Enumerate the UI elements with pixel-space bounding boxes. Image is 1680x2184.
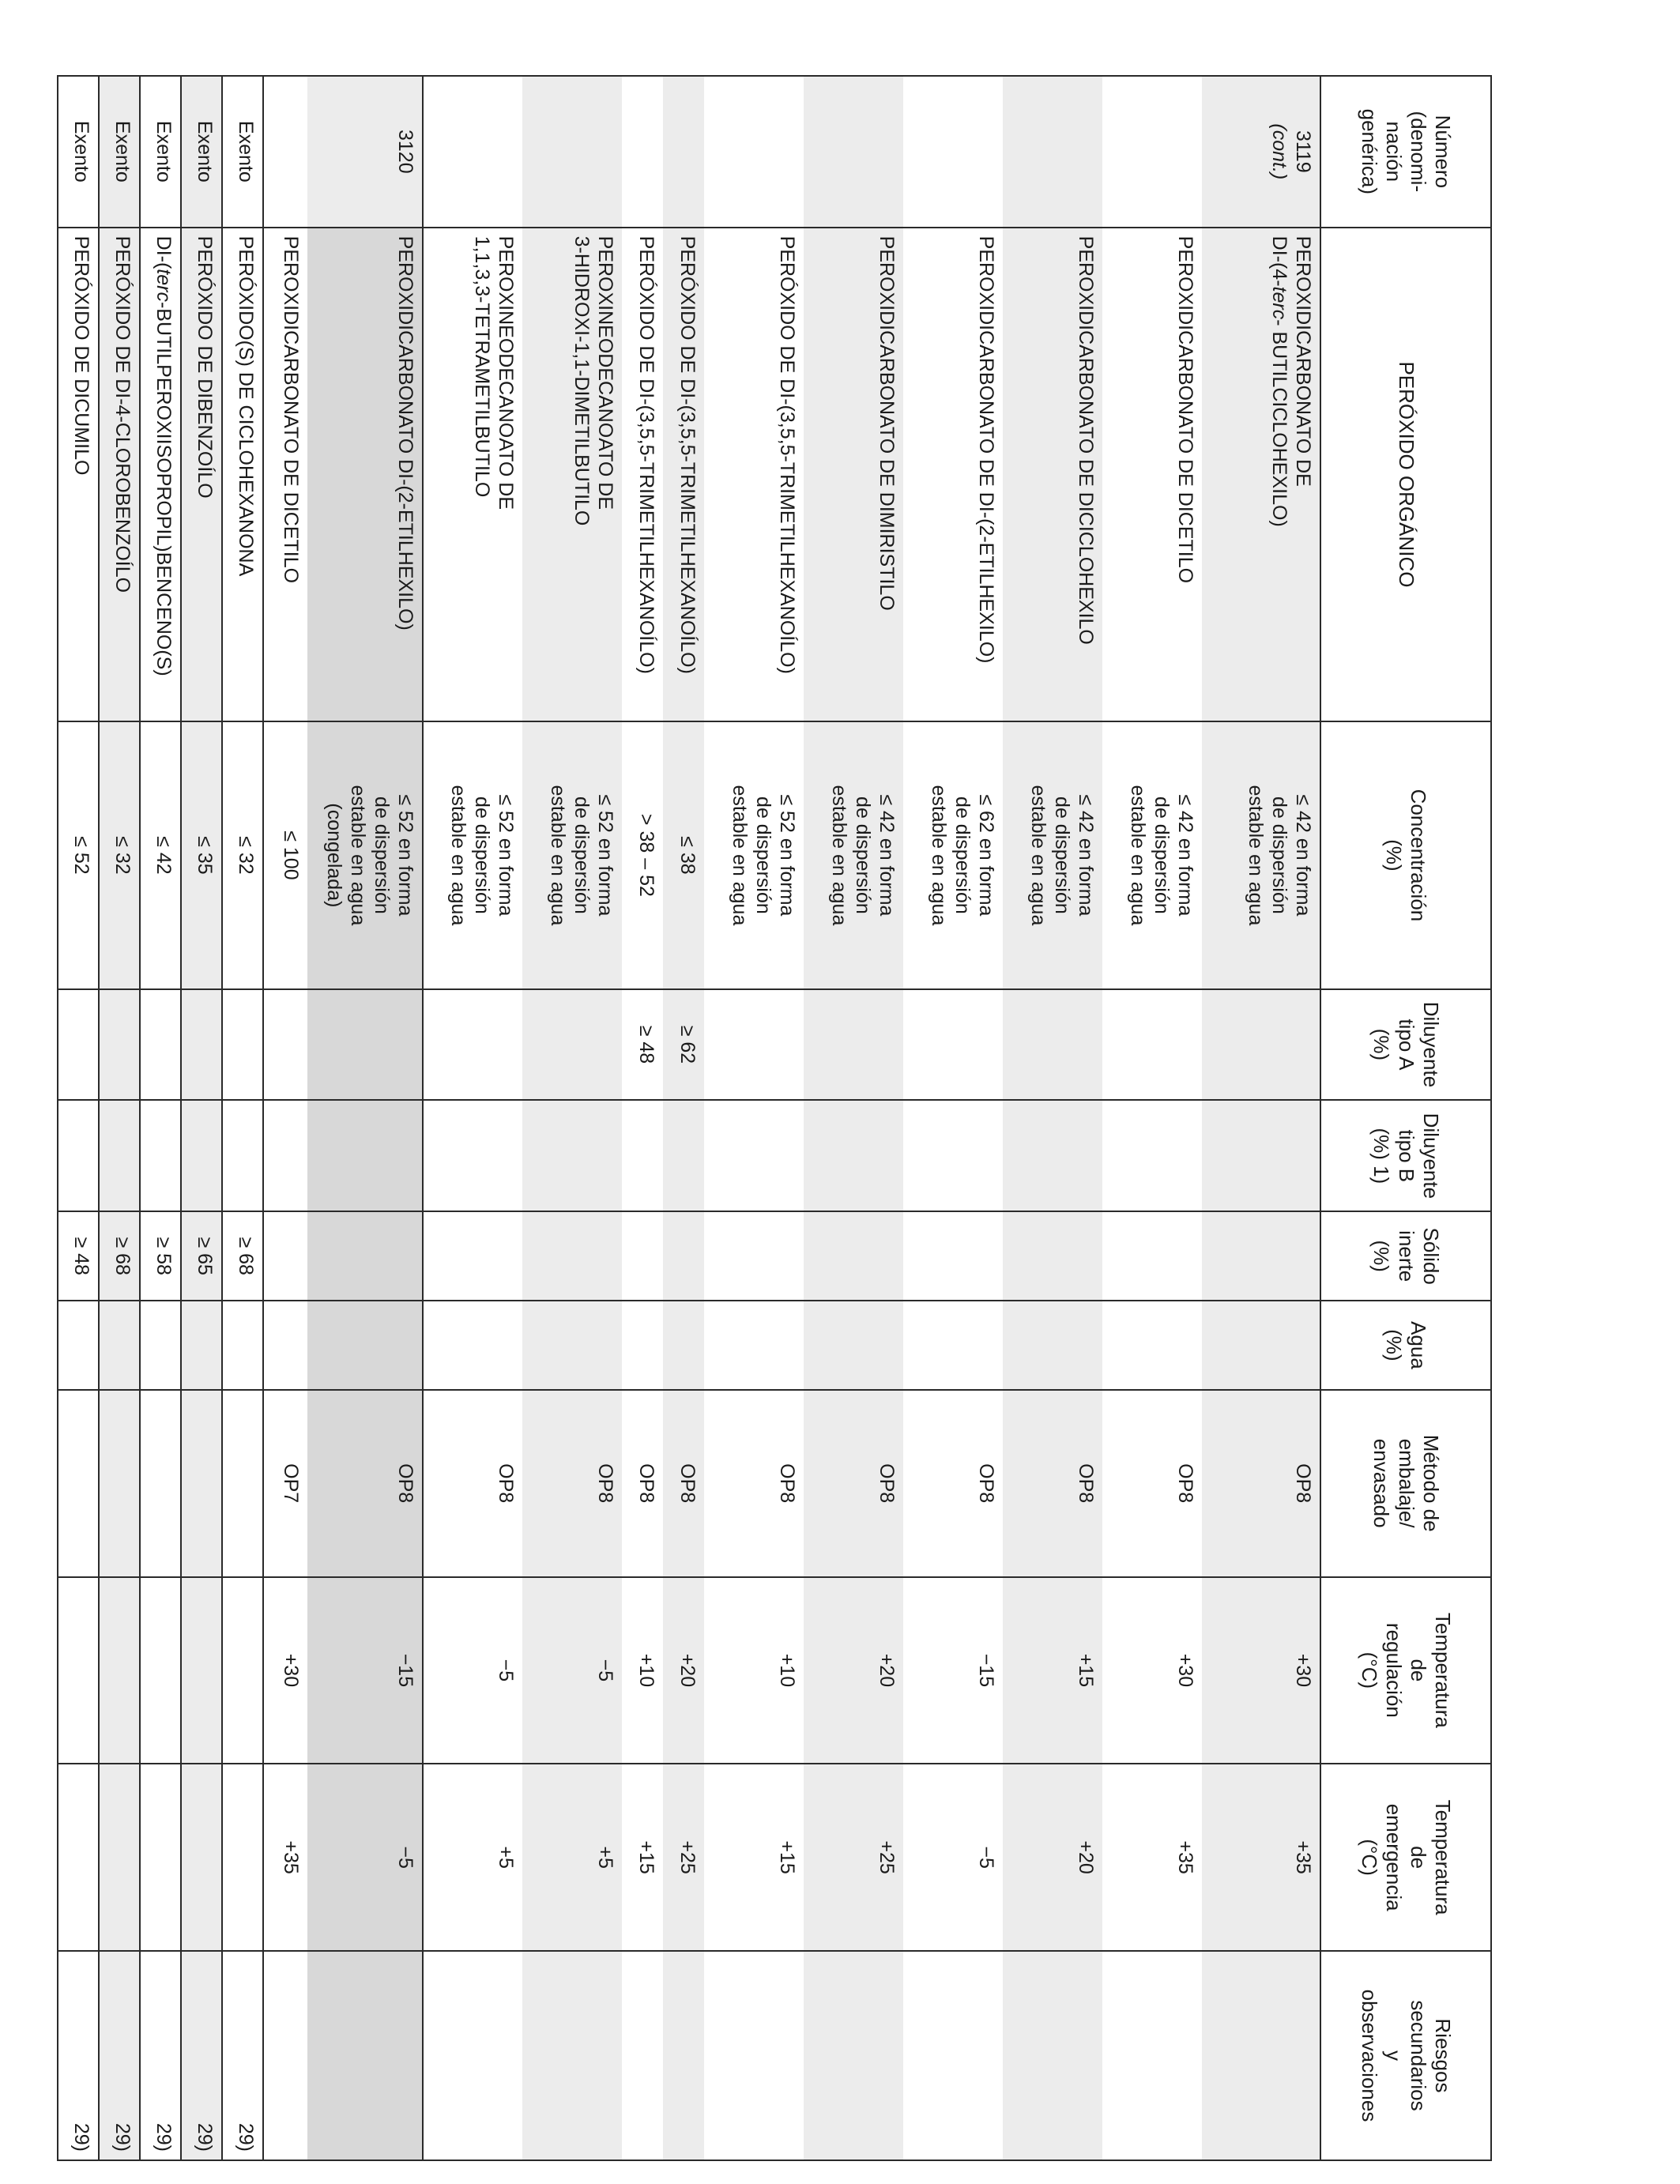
diluyente-a-cell	[903, 989, 1003, 1101]
diluyente-b-cell	[423, 1100, 522, 1211]
solido-cell: ≥ 58	[140, 1211, 181, 1301]
t-regulacion-cell: −15	[307, 1577, 423, 1764]
metodo-cell: OP8	[1003, 1390, 1102, 1577]
t-emergencia-cell	[181, 1764, 222, 1951]
t-regulacion-cell: +30	[1102, 1577, 1202, 1764]
diluyente-b-cell	[1102, 1100, 1202, 1211]
table-row	[181, 76, 222, 2160]
diluyente-a-cell	[181, 989, 222, 1101]
peroxido-cell: PERÓXIDO DE DI-4-CLOROBENZOÍLO	[99, 228, 140, 722]
agua-cell	[903, 1301, 1003, 1390]
numero-cell	[1003, 76, 1102, 228]
table-row	[663, 76, 704, 2160]
solido-cell	[1202, 1211, 1320, 1301]
metodo-cell: OP8	[307, 1390, 423, 1577]
riesgos-cell	[663, 1951, 704, 2160]
peroxido-cell: PERÓXIDO DE DI-(3,5,5-TRIMETILHEXANOÍLO)	[663, 228, 704, 722]
numero-cell	[1202, 76, 1320, 228]
riesgos-cell	[804, 1951, 903, 2160]
concentracion-cell: ≤ 52 en forma de dispersión estable en agua	[423, 721, 522, 988]
peroxido-cell: PERÓXIDO DE DICUMILO	[58, 228, 99, 722]
t-regulacion-cell	[140, 1577, 181, 1764]
numero-value: Exento	[235, 120, 257, 183]
concentracion-cell: ≤ 52 en forma de dispersión estable en agua	[522, 721, 622, 988]
riesgos-cell	[307, 1951, 423, 2160]
header-solido: Sólido inerte (%)	[1320, 1211, 1491, 1301]
table-row	[1003, 76, 1102, 2160]
numero-cell	[263, 76, 307, 228]
diluyente-b-cell	[181, 1100, 222, 1211]
header-riesgos: Riesgos secundarios y observaciones	[1320, 1951, 1491, 2160]
diluyente-a-cell	[1003, 989, 1102, 1101]
metodo-cell: OP8	[622, 1390, 663, 1577]
t-regulacion-cell: +20	[804, 1577, 903, 1764]
t-emergencia-cell: +5	[522, 1764, 622, 1951]
agua-cell	[704, 1301, 804, 1390]
t-emergencia-cell: −5	[903, 1764, 1003, 1951]
diluyente-b-cell	[663, 1100, 704, 1211]
solido-cell: ≥ 68	[99, 1211, 140, 1301]
agua-cell	[804, 1301, 903, 1390]
peroxido-cell: PERÓXIDO DE DI-(3,5,5-TRIMETILHEXANOÍLO)	[622, 228, 663, 722]
peroxido-cell: PEROXINEODECANOATO DE 3-HIDROXI-1,1-DIMETILBUTILO	[522, 228, 622, 722]
t-emergencia-cell: +15	[704, 1764, 804, 1951]
diluyente-b-cell	[99, 1100, 140, 1211]
riesgos-cell	[1202, 1951, 1320, 2160]
concentracion-cell: ≤ 32	[99, 721, 140, 988]
t-regulacion-cell: −15	[903, 1577, 1003, 1764]
numero-value: Exento	[153, 120, 175, 183]
t-regulacion-cell: +10	[622, 1577, 663, 1764]
diluyente-a-cell	[804, 989, 903, 1101]
diluyente-b-cell	[263, 1100, 307, 1211]
header-t-emergencia: Temperatura de emergencia (°C)	[1320, 1764, 1491, 1951]
t-regulacion-cell: +15	[1003, 1577, 1102, 1764]
riesgos-cell	[522, 1951, 622, 2160]
concentracion-cell: ≤ 42 en forma de dispersión estable en agua	[804, 721, 903, 988]
t-regulacion-cell: −5	[522, 1577, 622, 1764]
riesgos-cell: 29)	[222, 1951, 263, 2160]
concentracion-cell: ≤ 52 en forma de dispersión estable en agua	[704, 721, 804, 988]
peroxido-cell: PERÓXIDO DE DI-(3,5,5-TRIMETILHEXANOÍLO)	[704, 228, 804, 722]
diluyente-a-cell: ≥ 62	[663, 989, 704, 1101]
numero-cell	[663, 76, 704, 228]
metodo-cell: OP8	[704, 1390, 804, 1577]
metodo-cell	[99, 1390, 140, 1577]
diluyente-a-cell	[99, 989, 140, 1101]
solido-cell	[1102, 1211, 1202, 1301]
concentracion-cell: ≤ 42 en forma de dispersión estable en agua	[1003, 721, 1102, 988]
concentracion-cell: ≤ 35	[181, 721, 222, 988]
diluyente-a-cell	[222, 989, 263, 1101]
agua-cell	[181, 1301, 222, 1390]
riesgos-cell: 29)	[140, 1951, 181, 2160]
solido-cell	[423, 1211, 522, 1301]
solido-cell	[663, 1211, 704, 1301]
concentracion-cell: ≤ 38	[663, 721, 704, 988]
solido-cell	[622, 1211, 663, 1301]
riesgos-cell: 29)	[99, 1951, 140, 2160]
numero-cell	[307, 76, 423, 228]
header-diluyente-b: Diluyente tipo B (%) 1)	[1320, 1100, 1491, 1211]
agua-cell	[140, 1301, 181, 1390]
table-row	[58, 76, 99, 2160]
agua-cell	[263, 1301, 307, 1390]
solido-cell	[1003, 1211, 1102, 1301]
t-emergencia-cell: +25	[663, 1764, 704, 1951]
metodo-cell	[181, 1390, 222, 1577]
agua-cell	[222, 1301, 263, 1390]
peroxido-cell: PEROXIDICARBONATO DE DICETILO	[263, 228, 307, 722]
concentracion-cell: ≤ 42 en forma de dispersión estable en agua	[1102, 721, 1202, 988]
t-regulacion-cell	[58, 1577, 99, 1764]
header-t-regulacion: Temperatura de regulación (°C)	[1320, 1577, 1491, 1764]
numero-cell	[1102, 76, 1202, 228]
agua-cell	[423, 1301, 522, 1390]
numero-cell	[622, 76, 663, 228]
numero-cell	[903, 76, 1003, 228]
concentracion-cell: > 38 – 52	[622, 721, 663, 988]
metodo-cell: OP8	[903, 1390, 1003, 1577]
diluyente-b-cell	[804, 1100, 903, 1211]
riesgos-cell	[1003, 1951, 1102, 2160]
riesgos-cell	[263, 1951, 307, 2160]
table-row	[1102, 76, 1202, 2160]
solido-cell: ≥ 48	[58, 1211, 99, 1301]
riesgos-cell	[704, 1951, 804, 2160]
concentracion-cell: ≤ 32	[222, 721, 263, 988]
diluyente-b-cell	[58, 1100, 99, 1211]
numero-value: Exento	[111, 120, 134, 183]
t-regulacion-cell	[222, 1577, 263, 1764]
t-emergencia-cell: +35	[263, 1764, 307, 1951]
solido-cell	[522, 1211, 622, 1301]
table-row	[140, 76, 181, 2160]
peroxido-cell: PEROXIDICARBONATO DE DIMIRISTILO	[804, 228, 903, 722]
numero-cell	[804, 76, 903, 228]
t-emergencia-cell	[58, 1764, 99, 1951]
diluyente-b-cell	[1202, 1100, 1320, 1211]
diluyente-b-cell	[307, 1100, 423, 1211]
diluyente-b-cell	[140, 1100, 181, 1211]
table-row	[222, 76, 263, 2160]
table-row	[263, 76, 307, 2160]
concentracion-cell: ≤ 62 en forma de dispersión estable en agua	[903, 721, 1003, 988]
t-emergencia-cell: +5	[423, 1764, 522, 1951]
metodo-cell: OP8	[423, 1390, 522, 1577]
numero-cell	[423, 76, 522, 228]
diluyente-a-cell: ≥ 48	[622, 989, 663, 1101]
numero-value: Exento	[70, 120, 92, 183]
diluyente-b-cell	[622, 1100, 663, 1211]
diluyente-a-cell	[704, 989, 804, 1101]
table-row	[522, 76, 622, 2160]
header-diluyente-a: Diluyente tipo A (%)	[1320, 989, 1491, 1101]
header-concentracion: Concentración (%)	[1320, 721, 1491, 988]
diluyente-a-cell	[263, 989, 307, 1101]
solido-cell	[704, 1211, 804, 1301]
concentracion-cell: ≤ 100	[263, 721, 307, 988]
numero-value: 3120	[394, 130, 416, 174]
t-emergencia-cell	[222, 1764, 263, 1951]
t-regulacion-cell: +30	[263, 1577, 307, 1764]
metodo-cell: OP7	[263, 1390, 307, 1577]
t-regulacion-cell: −5	[423, 1577, 522, 1764]
header-numero: Número (denomi- nación genérica)	[1320, 76, 1491, 228]
t-emergencia-cell: +25	[804, 1764, 903, 1951]
peroxide-table	[57, 75, 1492, 2161]
riesgos-cell: 29)	[181, 1951, 222, 2160]
t-regulacion-cell: +30	[1202, 1577, 1320, 1764]
peroxido-cell: PERÓXIDO DE DIBENZOÍLO	[181, 228, 222, 722]
peroxido-cell: PEROXINEODECANOATO DE 1,1,3,3-TETRAMETILBUTILO	[423, 228, 522, 722]
peroxido-cell: DI-(terc-BUTILPEROXIISOPROPIL)BENCENO(S)	[140, 228, 181, 722]
table-row	[423, 76, 522, 2160]
diluyente-b-cell	[222, 1100, 263, 1211]
table-row	[1202, 76, 1320, 2160]
riesgos-cell	[903, 1951, 1003, 2160]
numero-cell	[58, 76, 99, 228]
agua-cell	[622, 1301, 663, 1390]
peroxido-cell: PEROXIDICARBONATO DE DICICLOHEXILO	[1003, 228, 1102, 722]
riesgos-cell	[423, 1951, 522, 2160]
metodo-cell: OP8	[804, 1390, 903, 1577]
solido-cell: ≥ 68	[222, 1211, 263, 1301]
solido-cell	[307, 1211, 423, 1301]
numero-note: (cont.)	[1268, 123, 1290, 180]
agua-cell	[58, 1301, 99, 1390]
numero-value: Exento	[194, 120, 216, 183]
table-row	[804, 76, 903, 2160]
solido-cell	[903, 1211, 1003, 1301]
t-regulacion-cell: +20	[663, 1577, 704, 1764]
metodo-cell	[222, 1390, 263, 1577]
t-regulacion-cell	[181, 1577, 222, 1764]
agua-cell	[307, 1301, 423, 1390]
numero-cell	[99, 76, 140, 228]
diluyente-a-cell	[307, 989, 423, 1101]
riesgos-cell	[1102, 1951, 1202, 2160]
t-emergencia-cell	[99, 1764, 140, 1951]
agua-cell	[522, 1301, 622, 1390]
peroxido-cell: PEROXIDICARBONATO DE DI-(2-ETILHEXILO)	[903, 228, 1003, 722]
t-emergencia-cell: +35	[1102, 1764, 1202, 1951]
metodo-cell: OP8	[1202, 1390, 1320, 1577]
numero-cell	[522, 76, 622, 228]
t-regulacion-cell: +10	[704, 1577, 804, 1764]
metodo-cell	[58, 1390, 99, 1577]
agua-cell	[1102, 1301, 1202, 1390]
agua-cell	[1003, 1301, 1102, 1390]
peroxido-cell: PEROXIDICARBONATO DI-(2-ETILHEXILO)	[307, 228, 423, 722]
diluyente-a-cell	[522, 989, 622, 1101]
concentracion-cell: ≤ 42 en forma de dispersión estable en agua	[1202, 721, 1320, 988]
table-body	[58, 76, 1320, 2160]
riesgos-cell: 29)	[58, 1951, 99, 2160]
t-regulacion-cell	[99, 1577, 140, 1764]
peroxido-cell: PERÓXIDO(S) DE CICLOHEXANONA	[222, 228, 263, 722]
solido-cell: ≥ 65	[181, 1211, 222, 1301]
diluyente-b-cell	[704, 1100, 804, 1211]
riesgos-cell	[622, 1951, 663, 2160]
t-emergencia-cell: +15	[622, 1764, 663, 1951]
agua-cell	[99, 1301, 140, 1390]
diluyente-b-cell	[1003, 1100, 1102, 1211]
numero-value: 3119	[1292, 130, 1314, 173]
concentracion-cell: ≤ 42	[140, 721, 181, 988]
peroxido-cell: PEROXIDICARBONATO DE DICETILO	[1102, 228, 1202, 722]
table-row	[903, 76, 1003, 2160]
solido-cell	[263, 1211, 307, 1301]
diluyente-b-cell	[522, 1100, 622, 1211]
peroxido-cell: PEROXIDICARBONATO DE DI-(4-terc- BUTILCICLOHEXILO)	[1202, 228, 1320, 722]
diluyente-a-cell	[58, 989, 99, 1101]
table-row	[622, 76, 663, 2160]
diluyente-a-cell	[1102, 989, 1202, 1101]
numero-cell	[181, 76, 222, 228]
header-agua: Agua (%)	[1320, 1301, 1491, 1390]
diluyente-b-cell	[903, 1100, 1003, 1211]
t-emergencia-cell: +35	[1202, 1764, 1320, 1951]
t-emergencia-cell: +20	[1003, 1764, 1102, 1951]
agua-cell	[663, 1301, 704, 1390]
numero-cell	[704, 76, 804, 228]
diluyente-a-cell	[1202, 989, 1320, 1101]
t-emergencia-cell	[140, 1764, 181, 1951]
table-row	[307, 76, 423, 2160]
header-metodo: Método de embalaje/ envasado	[1320, 1390, 1491, 1577]
concentracion-cell: ≤ 52 en forma de dispersión estable en agua (congelada)	[307, 721, 423, 988]
numero-cell	[222, 76, 263, 228]
diluyente-a-cell	[140, 989, 181, 1101]
metodo-cell: OP8	[663, 1390, 704, 1577]
numero-cell	[140, 76, 181, 228]
t-emergencia-cell: −5	[307, 1764, 423, 1951]
metodo-cell: OP8	[522, 1390, 622, 1577]
table-row	[704, 76, 804, 2160]
agua-cell	[1202, 1301, 1320, 1390]
metodo-cell	[140, 1390, 181, 1577]
metodo-cell: OP8	[1102, 1390, 1202, 1577]
header-peroxido: PERÓXIDO ORGÁNICO	[1320, 228, 1491, 722]
table-row	[99, 76, 140, 2160]
concentracion-cell: ≤ 52	[58, 721, 99, 988]
diluyente-a-cell	[423, 989, 522, 1101]
solido-cell	[804, 1211, 903, 1301]
